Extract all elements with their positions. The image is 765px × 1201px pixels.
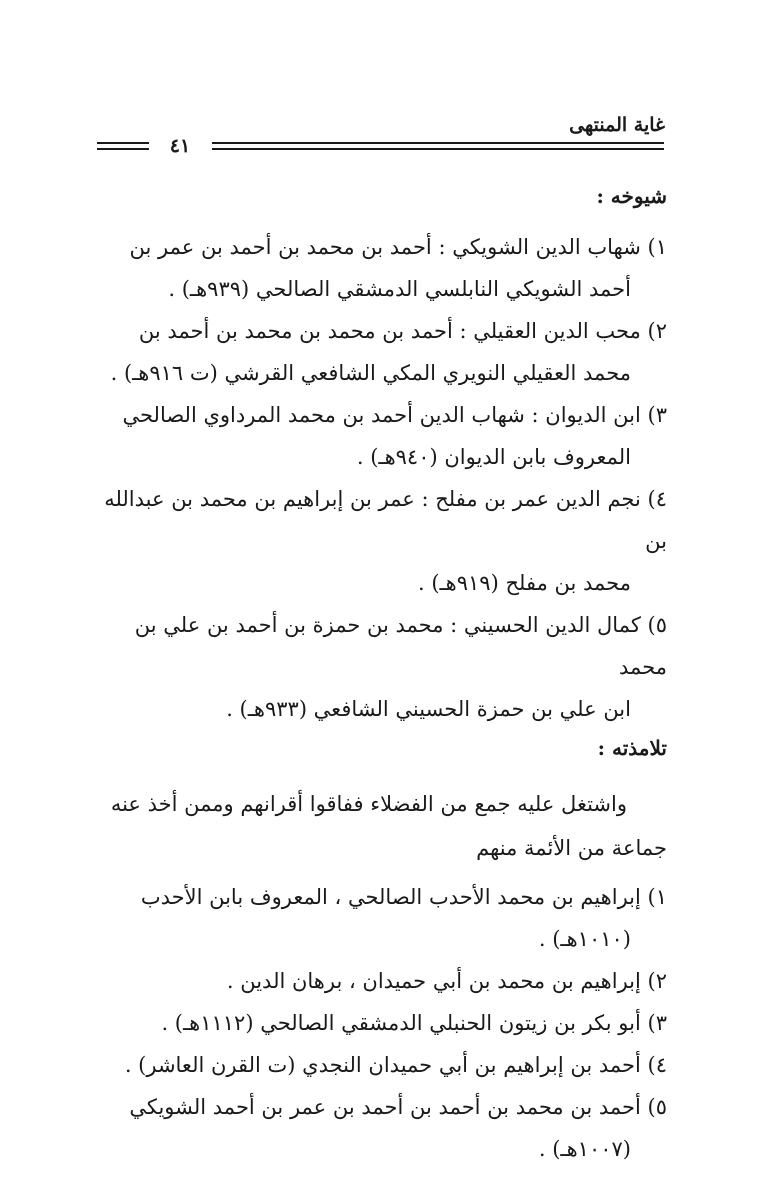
- entry-line-2: (١٠٠٧هـ) .: [538, 1137, 631, 1161]
- entry-line-2: محمد بن مفلح (٩١٩هـ) .: [417, 571, 631, 595]
- header-rule-long-bottom: [212, 148, 664, 150]
- entry-line-1: كمال الدين الحسيني : محمد بن حمزة بن أحمد بن علي بن محمد: [134, 613, 667, 679]
- entry-line-2: أحمد الشويكي النابلسي الدمشقي الصالحي (٩٣٩هـ) .: [168, 277, 631, 301]
- teacher-entry: [100, 478, 667, 604]
- entry-number: ١): [647, 235, 667, 259]
- entry-number: ٢): [647, 319, 667, 343]
- entry-line-2: محمد العقيلي النويري المكي الشافعي القرشي (ت ٩١٦هـ) .: [110, 361, 631, 385]
- entry-number: ٥): [647, 1095, 667, 1119]
- entry-line-1: نجم الدين عمر بن مفلح : عمر بن إبراهيم بن محمد بن عبدالله بن: [104, 487, 667, 553]
- student-entry: [100, 1086, 667, 1170]
- teachers-heading: شيوخه :: [596, 184, 667, 208]
- entry-number: ٣): [647, 1011, 667, 1035]
- teacher-entry: [100, 394, 667, 478]
- student-entry: [100, 1002, 667, 1044]
- entry-line-2: ابن علي بن حمزة الحسيني الشافعي (٩٣٣هـ) .: [226, 697, 631, 721]
- students-heading: تلامذته :: [597, 736, 667, 760]
- entry-line-2: (١٠١٠هـ) .: [538, 927, 631, 951]
- header-rule-long-top: [212, 142, 664, 144]
- entry-number: ١): [647, 885, 667, 909]
- entry-line-1: أبو بكر بن زيتون الحنبلي الدمشقي الصالحي (١١١٢هـ) .: [161, 1011, 648, 1035]
- students-intro: [100, 778, 667, 872]
- entry-line-1: إبراهيم بن محمد بن أبي حميدان ، برهان الدين .: [226, 969, 648, 993]
- running-title: غاية المنتهى: [569, 114, 665, 136]
- entry-line-1: ابن الديوان : شهاب الدين أحمد بن محمد المرداوي الصالحي: [122, 403, 648, 427]
- entry-line-1: شهاب الدين الشويكي : أحمد بن محمد بن أحمد بن عمر بن: [129, 235, 648, 259]
- entry-line-1: أحمد بن محمد بن أحمد بن أحمد بن عمر بن أحمد الشويكي: [129, 1095, 648, 1119]
- header-rule-short-bottom: [97, 148, 149, 150]
- teacher-entry: [100, 226, 667, 310]
- page-number: ٤١: [169, 135, 191, 157]
- student-entry: [100, 876, 667, 960]
- teacher-entry: [100, 310, 667, 394]
- entry-number: ٤): [647, 487, 667, 511]
- entry-line-2: المعروف بابن الديوان (٩٤٠هـ) .: [356, 445, 631, 469]
- teacher-entry: [100, 604, 667, 730]
- body-text: [100, 178, 667, 1170]
- entry-number: ٤): [647, 1053, 667, 1077]
- student-entry: [100, 1044, 667, 1086]
- header-rule-short-top: [97, 142, 149, 144]
- entry-number: ٣): [647, 403, 667, 427]
- entry-line-1: أحمد بن إبراهيم بن أبي حميدان النجدي (ت القرن العاشر) .: [124, 1053, 648, 1077]
- entry-number: ٥): [647, 613, 667, 637]
- students-intro-line-1: واشتغل عليه جمع من الفضلاء ففاقوا أقرانهم وممن أخذ عنه: [110, 792, 627, 816]
- students-intro-line-2: جماعة من الأئمة منهم: [476, 836, 667, 860]
- entry-line-1: إبراهيم بن محمد الأحدب الصالحي ، المعروف بابن الأحدب: [140, 885, 648, 909]
- student-entry: [100, 960, 667, 1002]
- entry-number: ٢): [647, 969, 667, 993]
- entry-line-1: محب الدين العقيلي : أحمد بن محمد بن محمد بن أحمد بن: [138, 319, 648, 343]
